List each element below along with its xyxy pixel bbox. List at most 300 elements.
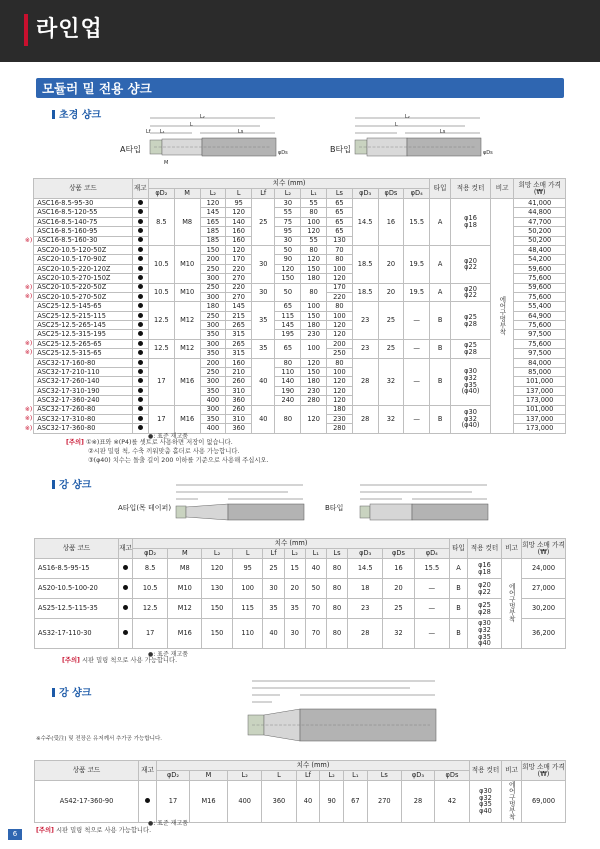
stock-dot-icon: [138, 397, 143, 402]
cell-l: 220: [226, 283, 252, 292]
cell-ls: 100: [327, 264, 353, 273]
special-flag: [22, 227, 34, 236]
diag-b-l2: L₂: [405, 114, 410, 120]
cell-ds: 25: [378, 302, 404, 340]
cutter-size: φ25: [464, 341, 477, 350]
col-type: 타입: [450, 539, 468, 559]
diag-a-m: M: [164, 160, 169, 166]
cell-l: 310: [226, 414, 252, 423]
stock-dot-icon: [138, 406, 143, 411]
cutter-cell: [451, 199, 491, 246]
cell-lz: 90: [320, 781, 344, 823]
cell-price: 97,500: [514, 330, 566, 339]
sub3-heading-text: 강 샹크: [59, 688, 92, 699]
table-row: [35, 619, 566, 649]
cell-ds: 25: [383, 599, 414, 619]
cell-lf: 35: [263, 599, 284, 619]
cell-d3: 23: [348, 599, 383, 619]
cell-lz: 240: [275, 396, 301, 405]
col-lf: Lf: [296, 771, 320, 781]
cell-price: 85,000: [514, 368, 566, 377]
sub1-type-b-label: B타입: [330, 145, 351, 154]
col-code: 상품 코드: [34, 179, 132, 199]
cell-lz: 65: [275, 339, 301, 358]
cell-price: 41,000: [514, 199, 566, 208]
stock-cell: [119, 619, 133, 649]
sub3-diagram: [240, 675, 450, 750]
cell-lf: 35: [252, 339, 275, 358]
product-code: ASC16-8.5-95-30: [34, 199, 132, 208]
sub1-note-2: ②시판 밀링 척, 수축 끼워맞춤 홀더로 사용 가능합니다.: [88, 448, 240, 456]
cell-ls: 80: [326, 579, 347, 599]
cell-type: B: [450, 619, 468, 649]
stock-cell: [132, 208, 148, 217]
stock-cell: [132, 405, 148, 414]
cell-l2: 185: [200, 227, 226, 236]
cell-l: 315: [226, 349, 252, 358]
product-code: AS32-17-110-30: [35, 619, 119, 649]
cell-l: 360: [226, 396, 252, 405]
cell-d2: 17: [148, 358, 174, 405]
cell-d4: —: [404, 358, 430, 405]
cell-m: M12: [174, 302, 200, 340]
cell-type: A: [430, 245, 451, 283]
product-code: ASC32-17-360-80: [34, 424, 132, 433]
cell-l2: 130: [202, 579, 233, 599]
col-price: 희망 소매 가격(₩): [514, 179, 566, 199]
cell-d2: 17: [157, 781, 190, 823]
cell-lz: 30: [284, 619, 305, 649]
cell-type: B: [450, 579, 468, 599]
cell-l1: 120: [301, 405, 327, 433]
cutter-size: φ18: [464, 220, 477, 229]
cell-lf: 30: [252, 245, 275, 283]
cutter-size: (φ40): [461, 387, 480, 396]
diag-a-l2: L₂: [200, 114, 205, 120]
cutter-cell: [468, 619, 502, 649]
stock-dot-icon: [138, 331, 143, 336]
cell-l2: 400: [200, 396, 226, 405]
cell-l: 110: [232, 619, 263, 649]
col-dims: 치수 (mm): [133, 539, 450, 549]
diag-a-l1: L₁: [160, 129, 165, 135]
product-code: ASC32-17-210-110: [34, 368, 132, 377]
cutter-size: φ30: [478, 619, 491, 628]
remark-text: 에어구멍부착: [507, 781, 516, 820]
cell-l2: 150: [202, 599, 233, 619]
cell-l1: 180: [301, 274, 327, 283]
diag-b-ls: Ls: [440, 129, 446, 135]
cutter-cell: [451, 339, 491, 358]
special-flag: ※): [24, 415, 33, 423]
cell-ls: 65: [327, 227, 353, 236]
cell-l1: 180: [301, 321, 327, 330]
cell-type: B: [430, 405, 451, 433]
col-remark: 비고: [502, 539, 522, 559]
product-code: ASC20-10.5-270-150Z: [34, 274, 132, 283]
cell-price: 36,200: [522, 619, 566, 649]
cell-lz: 50: [275, 245, 301, 254]
cell-price: 50,200: [514, 227, 566, 236]
cell-ds: 32: [383, 619, 414, 649]
special-flag: ※): [24, 283, 33, 291]
cell-l2: 350: [200, 349, 226, 358]
stock-dot-icon: [138, 350, 143, 355]
stock-dot-icon: [138, 228, 143, 233]
stock-dot-icon: [138, 369, 143, 374]
cell-price: 55,400: [514, 302, 566, 311]
sub2-heading-text: 강 샹크: [59, 480, 92, 491]
col-l: L: [232, 549, 263, 559]
diag-a-l: L: [190, 122, 193, 128]
cell-l2: 200: [200, 255, 226, 264]
heading-marker: [52, 110, 55, 119]
cell-l1: 70: [305, 619, 326, 649]
stock-cell: [119, 599, 133, 619]
cell-price: 173,000: [514, 424, 566, 433]
cell-lz: 120: [275, 264, 301, 273]
cell-lz: 55: [275, 208, 301, 217]
cell-d3: 14.5: [352, 199, 378, 246]
stock-dot-icon: [138, 219, 143, 224]
table-row: [22, 339, 566, 348]
cell-l2: 400: [200, 424, 226, 433]
special-flag: [22, 386, 34, 395]
cutter-cell: [451, 283, 491, 302]
product-code: ASC32-17-360-240: [34, 396, 132, 405]
cell-d4: —: [414, 579, 449, 599]
stock-dot-icon: [138, 200, 143, 205]
cell-l2: 350: [200, 386, 226, 395]
cell-d2: 12.5: [148, 302, 174, 340]
cell-price: 64,900: [514, 311, 566, 320]
cell-price: 59,600: [514, 283, 566, 292]
cell-l: 160: [226, 236, 252, 245]
cell-m: M10: [174, 283, 200, 302]
page-title: 라인업: [36, 17, 103, 42]
cell-ls: 100: [327, 368, 353, 377]
stock-cell: [132, 339, 148, 348]
stock-cell: [119, 579, 133, 599]
cutter-size: φ32: [464, 374, 477, 383]
cell-lz: 30: [275, 199, 301, 208]
diag-a-ls: Ls: [238, 129, 244, 135]
cutter-cell: [468, 579, 502, 599]
section-title-bar: [36, 78, 564, 98]
product-code: AS20-10.5-100-20: [35, 579, 119, 599]
cell-price: 75,600: [514, 321, 566, 330]
stock-cell: [132, 396, 148, 405]
product-code: AS25-12.5-115-35: [35, 599, 119, 619]
special-flag: [22, 396, 34, 405]
col-ls: Ls: [327, 189, 353, 199]
cell-l2: 300: [200, 321, 226, 330]
cell-ds: 32: [378, 405, 404, 433]
cell-m: M8: [168, 559, 202, 579]
col-d3: φD₃: [348, 549, 383, 559]
cell-d3: 14.5: [348, 559, 383, 579]
cell-m: M16: [174, 358, 200, 405]
cell-l1: 280: [301, 396, 327, 405]
stock-dot-icon: [138, 388, 143, 393]
cell-ls: 120: [327, 396, 353, 405]
cell-l1: 55: [301, 236, 327, 245]
stock-dot-icon: [145, 798, 150, 803]
cutter-cell: [451, 302, 491, 340]
cell-ls: 120: [327, 274, 353, 283]
product-code: ASC20-10.5-270-50Z: [34, 292, 132, 301]
cell-l2: 300: [200, 339, 226, 348]
cutter-size: φ35: [464, 380, 477, 389]
col-dims: 치수 (mm): [157, 761, 470, 771]
cell-price: 69,000: [522, 781, 566, 823]
cutter-size: φ22: [464, 291, 477, 300]
cell-l2: 350: [200, 330, 226, 339]
cell-lz: 35: [284, 599, 305, 619]
cell-lf: 35: [252, 302, 275, 340]
product-code: ASC25-12.5-215-115: [34, 311, 132, 320]
diag-b-l: L: [395, 122, 398, 128]
special-flag: [22, 302, 34, 311]
cell-d4: —: [404, 405, 430, 433]
cell-l1: 230: [301, 386, 327, 395]
stock-dot-icon: [123, 605, 128, 610]
cell-l1: 150: [301, 311, 327, 320]
cell-l1: 120: [301, 255, 327, 264]
stock-dot-icon: [138, 341, 143, 346]
cell-d4: 15.5: [414, 559, 449, 579]
stock-cell: [132, 199, 148, 208]
heading-marker: [52, 688, 55, 697]
stock-cell: [139, 781, 157, 823]
special-flag: ※): [24, 349, 33, 357]
special-flag: [22, 311, 34, 320]
product-code: ASC25-12.5-265-145: [34, 321, 132, 330]
cell-lz: 150: [275, 274, 301, 283]
col-d3: φD₃: [401, 771, 434, 781]
special-flag: ※): [24, 293, 33, 301]
cell-l: 145: [226, 302, 252, 311]
cell-m: M12: [168, 599, 202, 619]
cell-price: 44,800: [514, 208, 566, 217]
cell-d2: 17: [133, 619, 168, 649]
cell-l: 220: [226, 264, 252, 273]
cutter-size: φ25: [478, 600, 491, 609]
cell-ls: 230: [327, 414, 353, 423]
cell-d4: —: [404, 339, 430, 358]
cell-price: 24,000: [522, 559, 566, 579]
cutter-size: φ40: [478, 639, 491, 648]
sub1-note-1: ①※)표와 ※(P4)를 셋트로 사용하면 저장이 없습니다.: [85, 439, 233, 446]
cutter-size: φ20: [478, 580, 491, 589]
cell-lz: 90: [275, 255, 301, 264]
cutter-size: φ30: [479, 787, 492, 796]
cutter-size: φ22: [478, 587, 491, 596]
cutter-size: (φ40): [461, 421, 480, 430]
product-code: AS42-17-360-90: [35, 781, 139, 823]
cell-l2: 150: [202, 619, 233, 649]
special-flag: [22, 208, 34, 217]
sub1-notes: [66, 438, 269, 465]
cell-ls: 180: [327, 405, 353, 414]
sub2-legend: ●: 표준 재고품: [148, 651, 189, 658]
stock-dot-icon: [138, 209, 143, 214]
cell-l1: 40: [305, 559, 326, 579]
cell-l1: 150: [301, 264, 327, 273]
stock-cell: [132, 217, 148, 226]
col-l1: L₁: [305, 549, 326, 559]
col-lf: Lf: [263, 549, 284, 559]
cell-type: B: [430, 339, 451, 358]
sub1-legend: ●: 표준 재고품: [148, 433, 189, 440]
cell-l2: 350: [200, 414, 226, 423]
stock-dot-icon: [123, 565, 128, 570]
col-l1: L₁: [301, 189, 327, 199]
cell-price: 101,000: [514, 377, 566, 386]
cell-lz: 30: [275, 236, 301, 245]
cell-l2: 120: [202, 559, 233, 579]
product-code: ASC32-17-160-80: [34, 358, 132, 367]
special-flag: ※): [24, 424, 33, 432]
product-code: ASC25-12.5-145-65: [34, 302, 132, 311]
stock-cell: [132, 274, 148, 283]
col-stock: 재고: [132, 179, 148, 199]
cell-lz: 20: [284, 579, 305, 599]
cell-m: M10: [174, 245, 200, 283]
sub1-type-a-label: A타입: [120, 145, 141, 154]
sub2-heading: [52, 476, 91, 491]
cell-lz: 95: [275, 227, 301, 236]
product-code: ASC32-17-310-190: [34, 386, 132, 395]
cell-ls: 120: [327, 321, 353, 330]
sub2-note-label: [주의]: [62, 657, 80, 664]
sub3-legend: ●: 표준 재고품: [148, 820, 189, 827]
table-row: [35, 599, 566, 619]
cutter-size: φ30: [464, 408, 477, 417]
stock-dot-icon: [138, 360, 143, 365]
sub1-note-3: ③(φ40) 치수는 돌출 길이 200 이하를 기준으로 사용해 주십시오.: [88, 457, 269, 465]
col-stock: 재고: [139, 761, 157, 781]
col-ds: φDs: [383, 549, 414, 559]
cell-l: 360: [226, 424, 252, 433]
product-code: ASC25-12.5-265-65: [34, 339, 132, 348]
cell-price: 48,400: [514, 245, 566, 254]
product-code: ASC16-8.5-160-30: [34, 236, 132, 245]
cell-price: 30,200: [522, 599, 566, 619]
cell-lf: 30: [263, 579, 284, 599]
cell-ls: 65: [327, 199, 353, 208]
cell-ls: 200: [327, 339, 353, 348]
cell-l1: 120: [301, 227, 327, 236]
cutter-cell: [451, 405, 491, 433]
product-code: ASC20-10.5-120-50Z: [34, 245, 132, 254]
page-header: [0, 0, 600, 62]
cell-d2: 8.5: [133, 559, 168, 579]
remark-cell: [490, 199, 513, 434]
stock-dot-icon: [138, 416, 143, 421]
cell-l1: 100: [301, 339, 327, 358]
col-ls: Ls: [326, 549, 347, 559]
table-row: [22, 405, 566, 414]
cell-m: M16: [189, 781, 227, 823]
cell-l: 115: [232, 599, 263, 619]
cell-price: 137,000: [514, 414, 566, 423]
cell-price: 75,600: [514, 292, 566, 301]
cutter-size: φ40: [479, 806, 492, 815]
cell-lz: 195: [275, 330, 301, 339]
cell-l1: 50: [305, 579, 326, 599]
col-ls: Ls: [367, 771, 401, 781]
cutter-cell: [451, 358, 491, 405]
col-ds: φDs: [378, 189, 404, 199]
sub2-diagram-a: [168, 480, 318, 530]
product-code: ASC20-10.5-170-90Z: [34, 255, 132, 264]
col-type: 타입: [430, 179, 451, 199]
special-flag: [22, 255, 34, 264]
cell-l2: 400: [228, 781, 262, 823]
cell-d4: 19.5: [404, 245, 430, 283]
cell-ds: 20: [378, 283, 404, 302]
cutter-size: φ22: [464, 263, 477, 272]
cell-l2: 250: [200, 264, 226, 273]
cell-lz: 15: [284, 559, 305, 579]
cutter-cell: [451, 245, 491, 283]
stock-cell: [132, 236, 148, 245]
cell-l1: 80: [301, 208, 327, 217]
col-d2: φD₂: [148, 189, 174, 199]
cell-l1: 80: [301, 283, 327, 302]
stock-cell: [119, 559, 133, 579]
cell-price: 75,600: [514, 339, 566, 348]
stock-cell: [132, 377, 148, 386]
sub2-note: [62, 656, 177, 665]
sub2-type-a-label: A타입(목 테이퍼): [118, 504, 172, 512]
stock-cell: [132, 368, 148, 377]
stock-cell: [132, 386, 148, 395]
special-flag: ※): [24, 236, 33, 244]
cell-d3: 28: [401, 781, 434, 823]
col-price: 희망 소매 가격(₩): [522, 539, 566, 559]
cell-ls: 80: [326, 599, 347, 619]
col-d3: φD₃: [352, 189, 378, 199]
stock-dot-icon: [123, 585, 128, 590]
cell-m: M16: [168, 619, 202, 649]
col-l1: L₁: [343, 771, 367, 781]
cell-lf: 40: [252, 358, 275, 405]
cell-l: 170: [226, 255, 252, 264]
stock-cell: [132, 358, 148, 367]
cell-type: A: [430, 283, 451, 302]
col-code: 상품 코드: [35, 761, 139, 781]
cell-ls: 100: [327, 311, 353, 320]
sub3-note-text: 시판 밀링 척으로 사용 가능합니다.: [55, 827, 152, 834]
cutter-size: φ28: [478, 607, 491, 616]
cutter-cell: [468, 559, 502, 579]
table-row: [35, 781, 566, 823]
cell-l2: 300: [200, 274, 226, 283]
cell-l1: 180: [301, 377, 327, 386]
cell-ds: 32: [378, 358, 404, 405]
cell-l2: 250: [200, 311, 226, 320]
cell-ds: 25: [378, 339, 404, 358]
cell-ds: 42: [434, 781, 469, 823]
col-l2: L₂: [228, 771, 262, 781]
special-flag: [22, 321, 34, 330]
product-code: ASC25-12.5-315-65: [34, 349, 132, 358]
cell-lz: 75: [275, 217, 301, 226]
sub3-note-label: [주의]: [36, 827, 54, 834]
cell-l: 100: [232, 579, 263, 599]
